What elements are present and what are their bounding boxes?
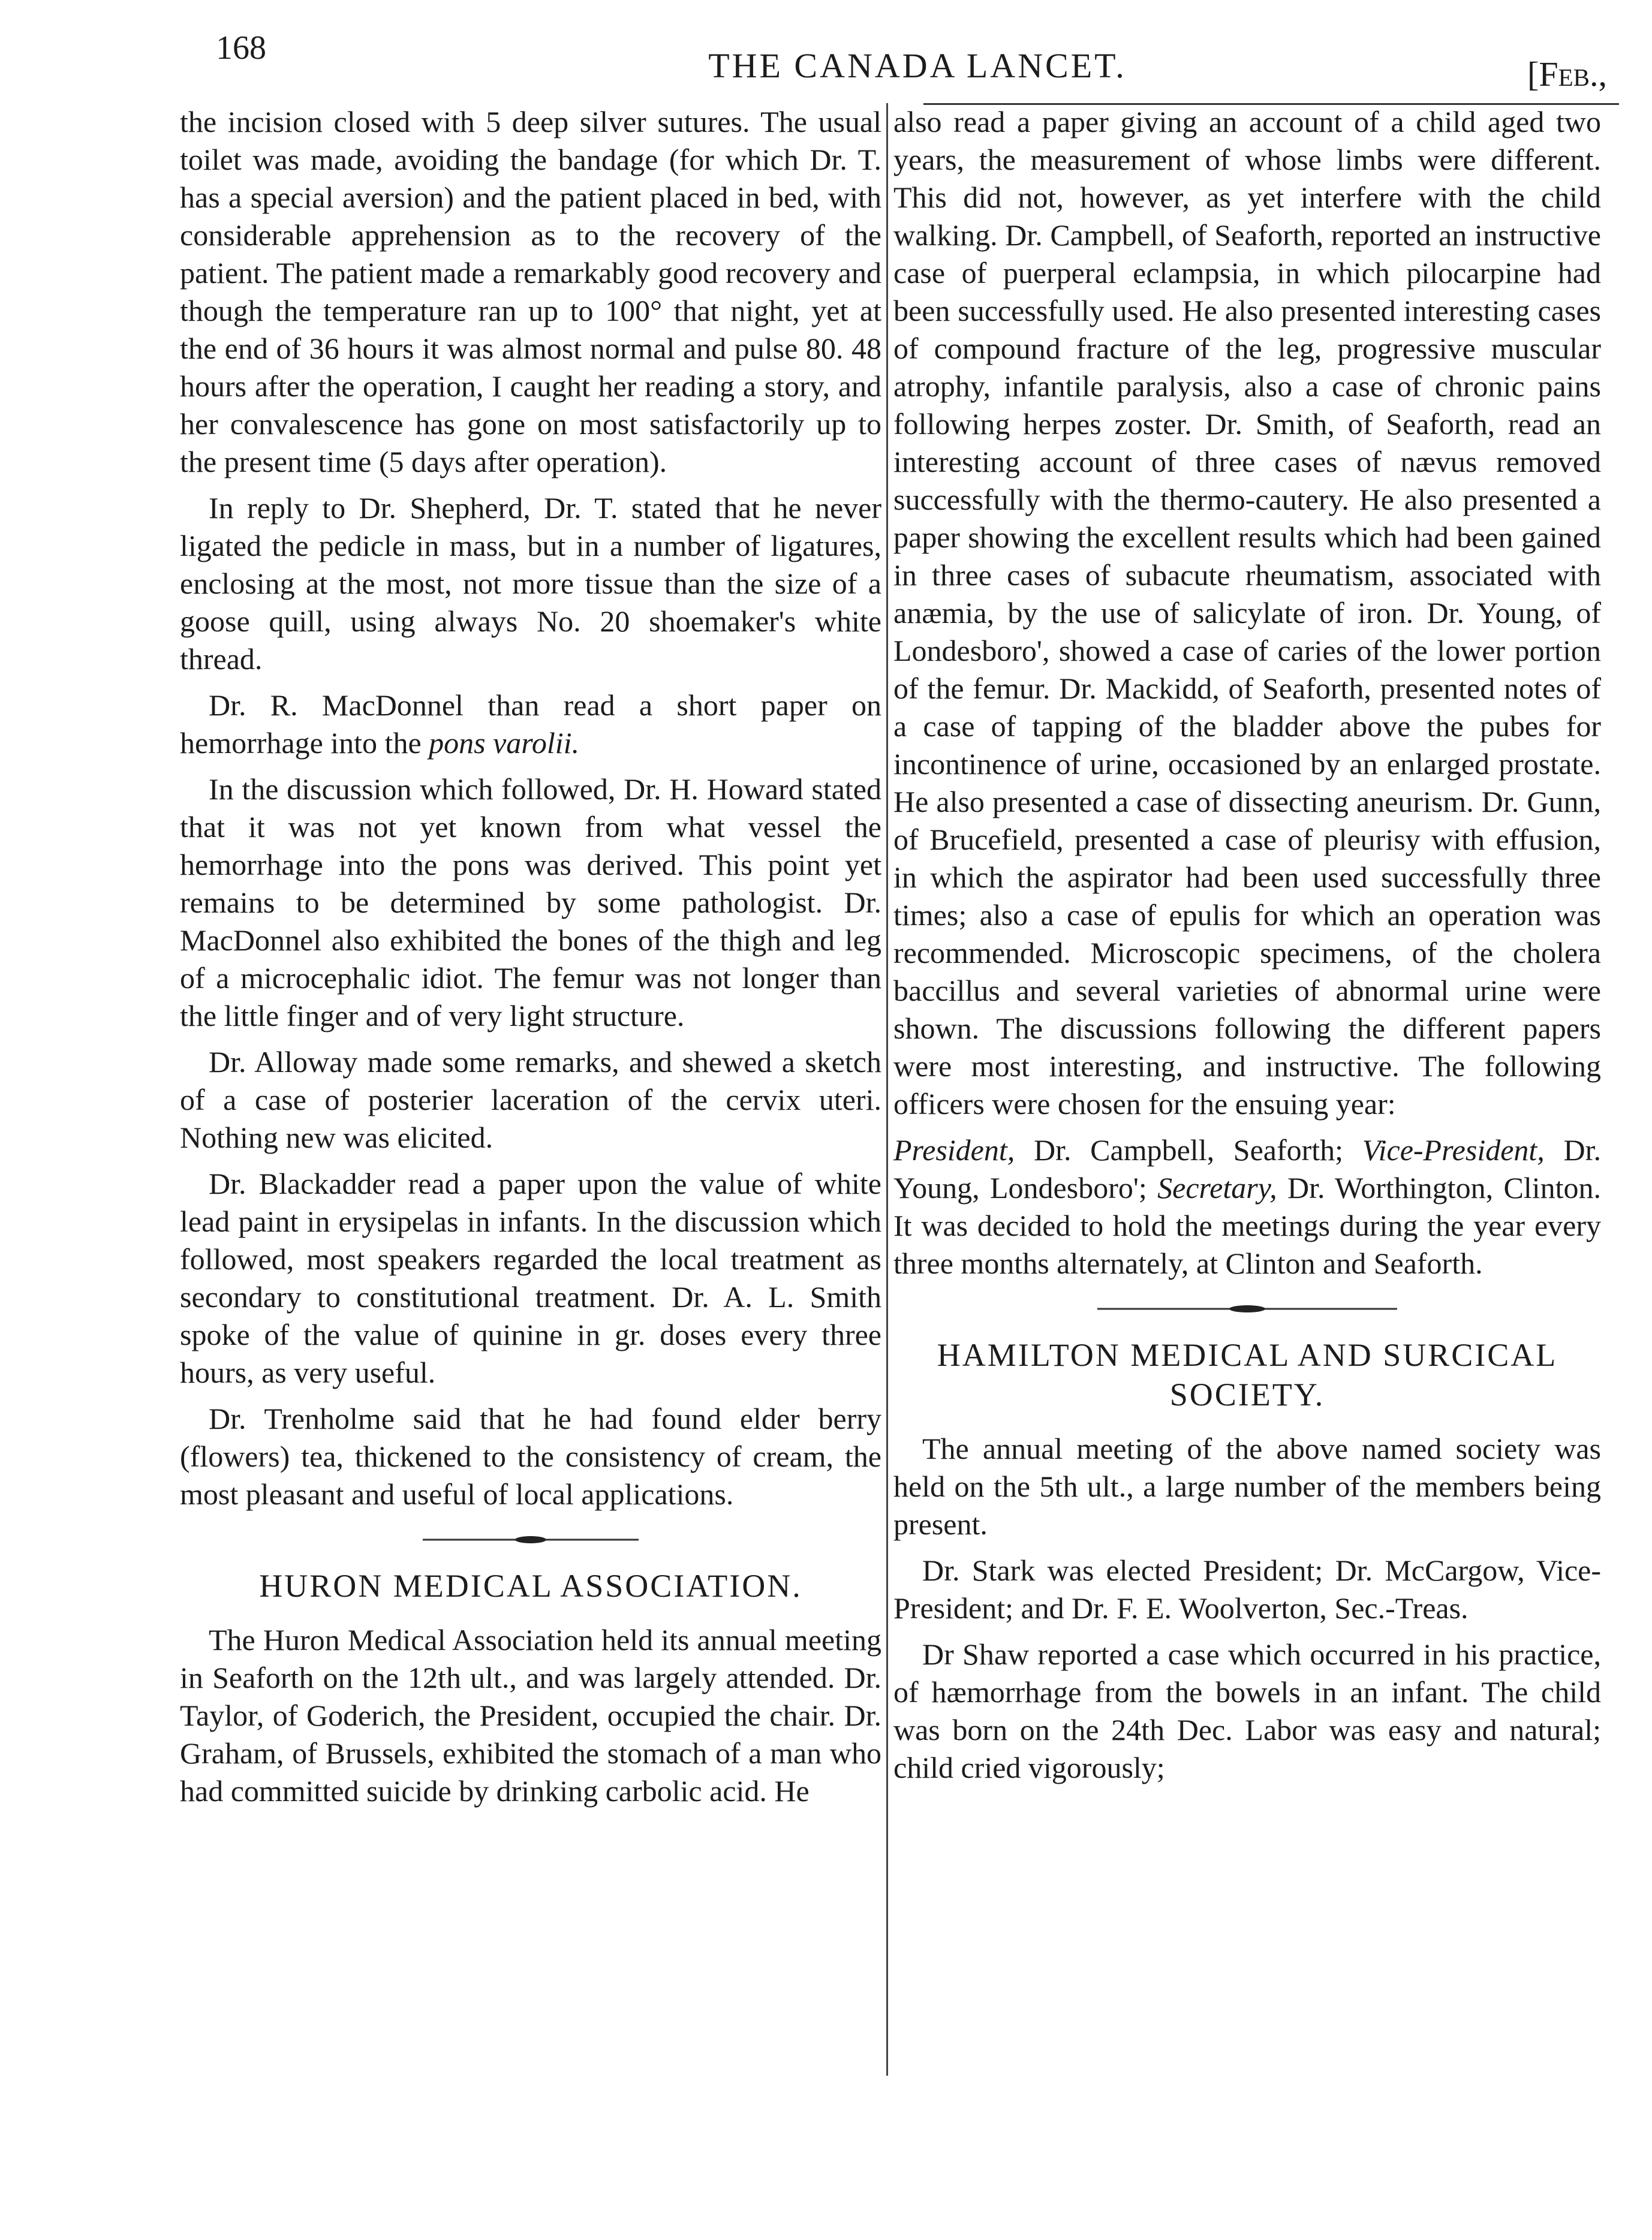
italic-term: pons varolii.: [429, 726, 580, 760]
officer-value: Dr. Campbell, Seaforth;: [1033, 1133, 1344, 1167]
paragraph-text: Dr. R. MacDonnel than read a short paper on hemorrhage into the: [180, 688, 881, 760]
journal-title: THE CANADA LANCET.: [708, 46, 1127, 85]
section-ornament-icon: [1097, 1303, 1397, 1315]
left-column: [180, 103, 881, 1819]
paragraph: the incision closed with 5 deep silver sutures. The usual toilet was made, avoiding the bandage (for which Dr. T. has a special aversion) and the patient placed in bed, with considerable apprehension as to the recovery of the patient. The patient made a remarkably good recovery and though the temperature ran up to 100° that night, yet at the end of 36 hours it was almost normal and pulse 80. 48 hours after the operation, I caught her reading a story, and her convalescence has gone on most satisfactorily up to the present time (5 days after operation).: [180, 105, 881, 478]
paragraph: Dr. Blackadder read a paper upon the value of white lead paint in erysipelas in infants. In the discussion which followed, most speakers regarded the local treatment as secondary to constitutional treatment. Dr. A. L. Smith spoke of the value of quinine in gr. doses every three hours, as very useful.: [180, 1167, 881, 1389]
officer-value: Dr. Young, Londesboro';: [893, 1133, 1602, 1205]
page-number: 168: [216, 29, 266, 67]
page-header: [216, 24, 1619, 96]
officers-paragraph: [893, 1131, 1601, 1282]
officer-value: Dr. Worthington, Clinton.: [1287, 1171, 1601, 1205]
section-heading-huron: HURON MEDICAL ASSOCIATION.: [259, 1568, 802, 1604]
paragraph: The Huron Medical Association held its annual meeting in Seaforth on the 12th ult., and was largely attended. Dr. Taylor, of Goderich, the President, occupied the chair. Dr. Graham, of Brussels, exhibited the stomach of a man who had committed suicide by drinking carbolic acid. He: [180, 1623, 881, 1808]
closing-text: It was decided to hold the meetings during the year every three months alternately, at Clinton and Seaforth.: [893, 1209, 1601, 1280]
officer-label: Vice-President,: [1362, 1133, 1545, 1167]
right-column: [893, 103, 1601, 1795]
section-ornament-icon: [423, 1534, 639, 1546]
paragraph: Dr. Trenholme said that he had found elder berry (flowers) tea, thickened to the consistency of cream, the most pleasant and useful of local applications.: [180, 1402, 881, 1511]
paragraph: Dr Shaw reported a case which occurred in his practice, of hæmorrhage from the bowels in an infant. The child was born on the 24th Dec. Labor was easy and natural; child cried vigorously;: [893, 1637, 1601, 1784]
paragraph: [180, 687, 881, 762]
paragraph: Dr. Stark was elected President; Dr. McCargow, Vice-President; and Dr. F. E. Woolverton, Sec.-Treas.: [893, 1553, 1601, 1625]
officer-label: Secretary,: [1157, 1171, 1277, 1205]
paragraph: Dr. Alloway made some remarks, and shewed a sketch of a case of posterier laceration of the cervix uteri. Nothing new was elicited.: [180, 1045, 881, 1154]
paragraph: also read a paper giving an account of a child aged two years, the measurement of whose limbs were different. This did not, however, as yet interfere with the child walking. Dr. Campbell, of Seaforth, reported an instructive case of puerperal eclampsia, in which pilocarpine had been successfully used. He also presented interesting cases of compound fracture of the leg, progressive muscular atrophy, infantile paralysis, also a case of chronic pains following herpes zoster. Dr. Smith, of Seaforth, read an interesting account of three cases of nævus removed successfully with the thermo-cautery. He also presented a paper showing the excellent results which had been gained in three cases of subacute rheumatism, associated with anæmia, by the use of salicylate of iron. Dr. Young, of Londesboro', showed a case of caries of the lower portion of the femur. Dr. Mackidd, of Seaforth, presented notes of a case of tapping of the bladder above the pubes for incontinence of urine, occasioned by an enlarged prostate. He also presented a case of dissecting aneurism. Dr. Gunn, of Brucefield, presented a case of pleurisy with effusion, in which the aspirator had been used successfully three times; also a case of epulis for which an operation was recommended. Microscopic specimens, of the cholera baccillus and several varieties of abnormal urine were shown. The discussions following the different papers were most interesting, and instructive. The following officers were chosen for the ensuing year:: [893, 105, 1601, 1121]
paragraph: In the discussion which followed, Dr. H. Howard stated that it was not yet known from what vessel the hemorrhage into the pons was derived. This point yet remains to be determined by some pathologist. Dr. MacDonnel also exhibited the bones of the thigh and leg of a microcephalic idiot. The femur was not longer than the little finger and of very light structure.: [180, 772, 881, 1032]
paragraph: The annual meeting of the above named society was held on the 5th ult., a large number of the members being present.: [893, 1432, 1601, 1541]
officer-label: President,: [893, 1133, 1015, 1167]
paragraph: In reply to Dr. Shepherd, Dr. T. stated that he never ligated the pedicle in mass, but in a number of ligatures, enclosing at the most, not more tissue than the size of a goose quill, using always No. 20 shoemaker's white thread.: [180, 491, 881, 676]
section-heading-hamilton: HAMILTON MEDICAL AND SURCICAL SOCIETY.: [937, 1337, 1558, 1413]
column-divider: [886, 103, 888, 2076]
issue-month: [Feb.,: [1527, 55, 1607, 94]
